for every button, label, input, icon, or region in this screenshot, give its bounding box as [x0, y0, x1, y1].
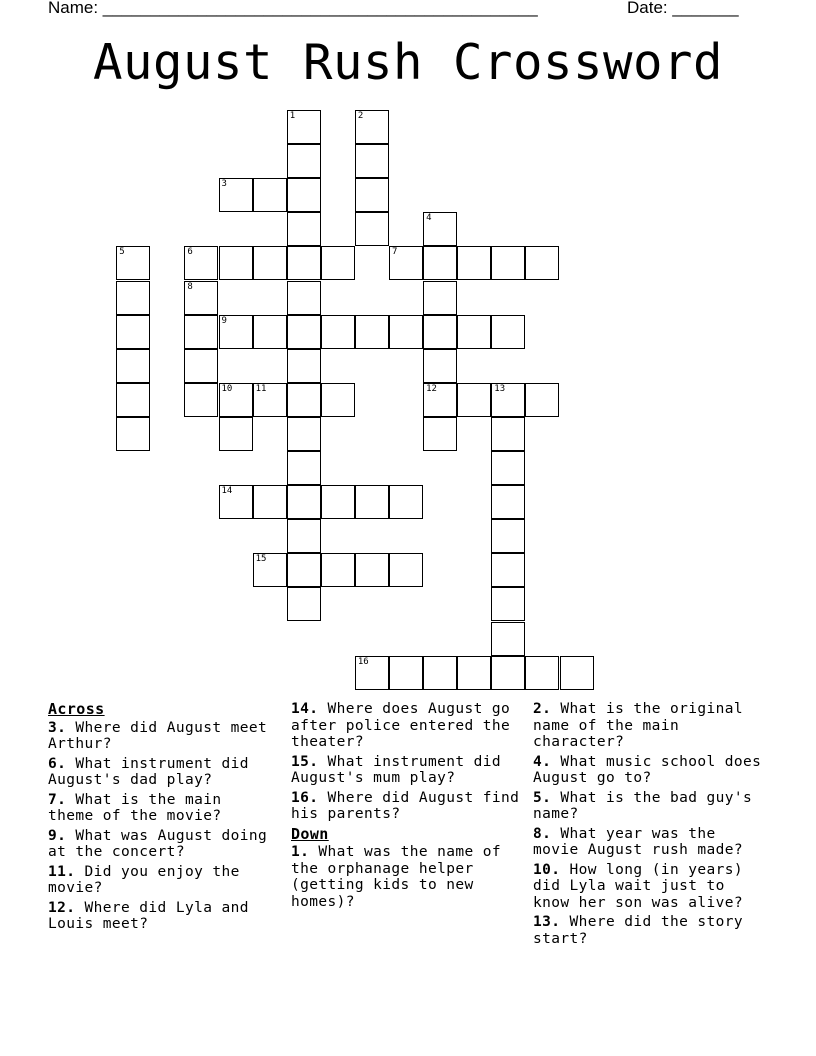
clue-item — [48, 792, 276, 825]
grid-cell[interactable] — [491, 656, 525, 690]
grid-cell[interactable] — [491, 417, 525, 451]
grid-cell[interactable] — [423, 212, 457, 246]
grid-cell[interactable] — [219, 383, 253, 417]
grid-cell[interactable] — [423, 349, 457, 383]
grid-cell[interactable] — [287, 451, 321, 485]
clue-item — [533, 914, 769, 947]
grid-cell[interactable] — [355, 656, 389, 690]
grid-cell[interactable] — [116, 246, 150, 280]
grid-cell[interactable] — [423, 315, 457, 349]
grid-cell[interactable] — [491, 519, 525, 553]
cell-number: 10 — [221, 383, 233, 394]
grid-cell[interactable] — [525, 656, 559, 690]
name-field-label: Name: ______________________________________________ — [48, 0, 538, 17]
grid-cell[interactable] — [525, 246, 559, 280]
grid-cell[interactable] — [355, 315, 389, 349]
grid-cell[interactable] — [389, 246, 423, 280]
grid-cell[interactable] — [287, 417, 321, 451]
cell-number: 6 — [187, 247, 193, 258]
cell-number: 7 — [392, 247, 398, 258]
grid-cell[interactable] — [287, 553, 321, 587]
clue-column-3 — [533, 701, 769, 950]
clue-text: What was August doing at the concert? — [48, 827, 268, 860]
grid-cell[interactable] — [253, 485, 287, 519]
grid-cell[interactable] — [116, 315, 150, 349]
grid-cell[interactable] — [116, 281, 150, 315]
grid-cell[interactable] — [287, 110, 321, 144]
clue-text: What instrument did August's mum play? — [291, 753, 501, 786]
grid-cell[interactable] — [116, 383, 150, 417]
date-field-label: Date: _______ — [627, 0, 739, 17]
clue-number: 8. — [533, 825, 552, 842]
grid-cell[interactable] — [287, 315, 321, 349]
grid-cell[interactable] — [491, 553, 525, 587]
grid-cell[interactable] — [287, 281, 321, 315]
grid-cell[interactable] — [355, 485, 389, 519]
down-clue-list — [291, 844, 523, 910]
grid-cell[interactable] — [491, 383, 525, 417]
grid-cell[interactable] — [355, 178, 389, 212]
grid-cell[interactable] — [287, 485, 321, 519]
clue-number: 11. — [48, 863, 76, 880]
clue-number: 10. — [533, 861, 561, 878]
grid-cell[interactable] — [389, 485, 423, 519]
grid-cell[interactable] — [423, 281, 457, 315]
cell-number: 8 — [187, 281, 193, 292]
clue-item — [48, 720, 276, 753]
clue-number: 16. — [291, 789, 319, 806]
across-clue-list-continued — [291, 701, 523, 823]
grid-cell[interactable] — [287, 383, 321, 417]
cell-number: 1 — [289, 111, 296, 121]
clue-text: Where did Lyla and Louis meet? — [48, 899, 249, 932]
grid-cell[interactable] — [491, 622, 525, 656]
clue-text: Where did August meet Arthur? — [48, 719, 268, 752]
clue-text: Did you enjoy the movie? — [48, 863, 240, 896]
clue-item — [533, 862, 769, 912]
clue-number: 12. — [48, 899, 76, 916]
clue-number: 2. — [533, 701, 552, 717]
grid-cell[interactable] — [219, 246, 253, 280]
grid-cell[interactable] — [423, 417, 457, 451]
clue-item — [533, 754, 769, 787]
grid-cell[interactable] — [184, 315, 218, 349]
grid-cell[interactable] — [389, 553, 423, 587]
grid-cell[interactable] — [287, 212, 321, 246]
clue-text: What was the name of the orphanage helper (getting kids to new homes)? — [291, 844, 501, 910]
grid-cell[interactable] — [287, 144, 321, 178]
grid-cell[interactable] — [321, 246, 355, 280]
clue-number: 15. — [291, 753, 319, 770]
cell-number: 14 — [221, 486, 233, 497]
clue-item — [533, 701, 769, 751]
clue-text: What is the original name of the main character? — [533, 701, 743, 750]
grid-cell[interactable] — [321, 383, 355, 417]
clue-column-1 — [48, 701, 276, 936]
grid-cell[interactable] — [491, 451, 525, 485]
clue-text: What music school does August go to? — [533, 753, 762, 786]
clue-number: 5. — [533, 789, 552, 806]
clue-text: What year was the movie August rush made? — [533, 825, 743, 858]
cell-number: 3 — [221, 179, 227, 190]
clue-item — [48, 864, 276, 897]
grid-cell[interactable] — [184, 246, 218, 280]
clue-number: 6. — [48, 755, 67, 772]
cell-number: 16 — [357, 656, 369, 667]
grid-cell[interactable] — [184, 349, 218, 383]
grid-cell[interactable] — [321, 485, 355, 519]
grid-cell[interactable] — [457, 315, 491, 349]
grid-cell[interactable] — [253, 315, 287, 349]
grid-cell[interactable] — [321, 553, 355, 587]
clue-item — [291, 844, 523, 910]
grid-cell[interactable] — [219, 485, 253, 519]
clue-number: 13. — [533, 914, 561, 930]
grid-cell[interactable] — [355, 110, 389, 144]
grid-cell[interactable] — [457, 656, 491, 690]
clue-item — [48, 828, 276, 861]
clue-item — [291, 701, 523, 751]
clue-number: 7. — [48, 791, 67, 808]
grid-cell[interactable] — [116, 417, 150, 451]
cell-number: 13 — [494, 383, 506, 394]
across-heading: Across — [48, 700, 105, 718]
page-title: August Rush Crossword — [92, 34, 723, 91]
across-clue-list — [48, 720, 276, 933]
grid-cell[interactable] — [287, 349, 321, 383]
grid-cell[interactable] — [457, 246, 491, 280]
grid-cell[interactable] — [491, 587, 525, 621]
clue-column-2 — [291, 701, 523, 913]
grid-cell[interactable] — [116, 349, 150, 383]
grid-cell[interactable] — [253, 383, 287, 417]
clue-text: Where did August find his parents? — [291, 789, 520, 822]
clue-text: How long (in years) did Lyla wait just to know her son was alive? — [533, 861, 743, 911]
cell-number: 15 — [255, 554, 267, 565]
grid-cell[interactable] — [287, 587, 321, 621]
clue-number: 9. — [48, 827, 67, 844]
clue-item — [48, 900, 276, 933]
clue-item — [533, 790, 769, 823]
cell-number: 2 — [357, 111, 364, 121]
clue-number: 14. — [291, 701, 319, 717]
grid-cell[interactable] — [457, 383, 491, 417]
grid-cell[interactable] — [491, 246, 525, 280]
grid-cell[interactable] — [423, 656, 457, 690]
clue-text: What is the bad guy's name? — [533, 789, 753, 822]
grid-cell[interactable] — [423, 383, 457, 417]
grid-cell[interactable] — [491, 315, 525, 349]
grid-cell[interactable] — [423, 246, 457, 280]
clue-number: 3. — [48, 719, 67, 736]
grid-cell[interactable] — [253, 553, 287, 587]
grid-cell[interactable] — [525, 383, 559, 417]
grid-cell[interactable] — [253, 178, 287, 212]
grid-cell[interactable] — [355, 553, 389, 587]
clue-item — [533, 826, 769, 859]
grid-cell[interactable] — [287, 178, 321, 212]
grid-cell[interactable] — [219, 178, 253, 212]
grid-cell[interactable] — [355, 212, 389, 246]
clue-item — [291, 790, 523, 823]
grid-cell[interactable] — [253, 246, 287, 280]
grid-cell[interactable] — [219, 315, 253, 349]
grid-cell[interactable] — [389, 656, 423, 690]
grid-cell[interactable] — [389, 315, 423, 349]
cell-number: 11 — [255, 383, 267, 394]
clue-text: What instrument did August's dad play? — [48, 755, 249, 788]
clue-item — [48, 756, 276, 789]
grid-cell[interactable] — [560, 656, 594, 690]
grid-cell[interactable] — [184, 383, 218, 417]
grid-cell[interactable] — [287, 246, 321, 280]
clue-item — [291, 754, 523, 787]
cell-number: 12 — [426, 383, 437, 394]
down-clue-list-continued — [533, 701, 769, 947]
grid-cell[interactable] — [491, 485, 525, 519]
clue-text: Where does August go after police entered the theater? — [291, 701, 511, 750]
clue-number: 1. — [291, 844, 310, 860]
clue-number: 4. — [533, 753, 552, 770]
grid-cell[interactable] — [321, 315, 355, 349]
cell-number: 5 — [119, 247, 125, 258]
down-heading: Down — [291, 824, 329, 843]
cell-number: 9 — [221, 315, 227, 326]
grid-cell[interactable] — [355, 144, 389, 178]
grid-cell[interactable] — [219, 417, 253, 451]
clue-text: Where did the story start? — [533, 914, 743, 947]
cell-number: 4 — [426, 213, 432, 224]
grid-cell[interactable] — [184, 281, 218, 315]
clue-text: What is the main theme of the movie? — [48, 791, 222, 824]
grid-cell[interactable] — [287, 519, 321, 553]
